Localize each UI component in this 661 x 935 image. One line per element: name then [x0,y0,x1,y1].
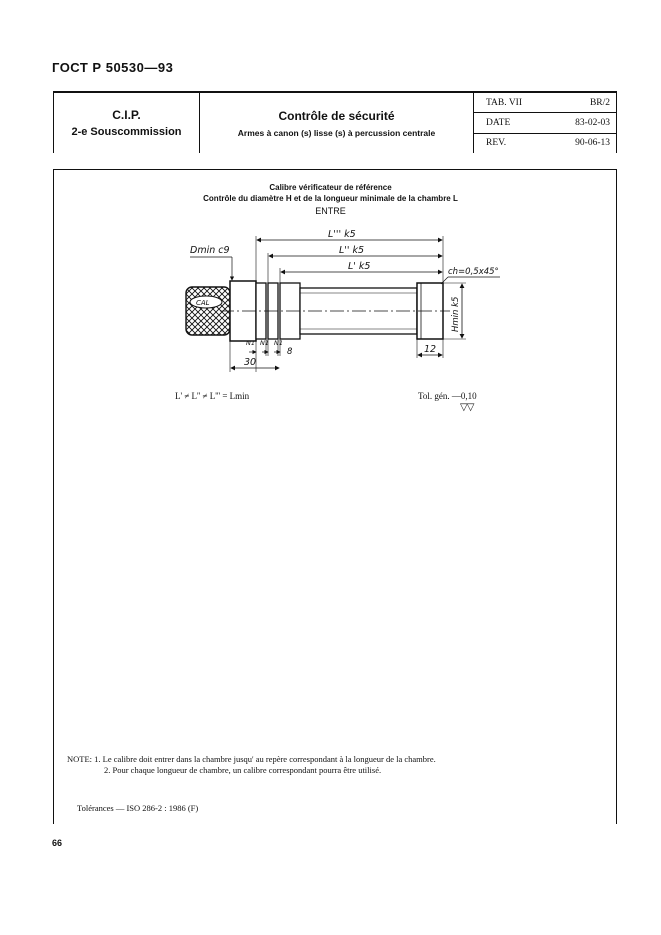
page-number: 66 [52,838,63,848]
sheet-subtitle: Armes à canon (s) lisse (s) à percussion centrale [237,127,436,138]
dim-label-n1-a: N1 [246,339,255,347]
length-formula: L' ≠ L'' ≠ L''' = Lmin [175,391,250,401]
general-tolerance: Tol. gén. —0,10 [418,391,477,401]
drawing-caption-subtitle: Contrôle du diamètre H et de la longueur minimale de la chambre L [203,194,458,203]
metadata-value: 90-06-13 [575,138,610,149]
note-line-1: NOTE: 1. Le calibre doit entrer dans la chambre jusqu' au repère correspondant à la longueur de la chambre. [67,754,436,764]
dim-label-n1-c: N1 [274,339,283,347]
surface-finish-icon: ▽▽ [460,402,474,413]
dim-label-l3: L''' k5 [328,229,356,240]
notes-section [67,754,436,776]
note-line-2: 2. Pour chaque longueur de chambre, un calibre correspondant pourra être utilisé. [104,765,382,775]
sub-commission: 2-e Souscommission [71,126,182,138]
document-header: ГОСТ Р 50530—93 [52,60,174,75]
organization-name: C.I.P. [112,108,141,122]
metadata-value: 83-02-03 [575,117,610,128]
dim-label-chamfer: ch=0,5x45° [448,267,499,277]
cal-label: CAL [196,299,210,307]
dim-label-dmin: Dmin c9 [190,245,230,256]
metadata-label: REV. [486,138,507,149]
tolerances-reference: Tolérances — ISO 286-2 : 1986 (F) [77,803,199,813]
dim-label-12: 12 [424,344,437,355]
dim-label-hmin: Hmin k5 [451,296,461,332]
metadata-value: BR/2 [589,97,610,108]
dim-label-8: 8 [287,347,293,357]
metadata-label: DATE [486,117,511,128]
drawing-caption-entre: ENTRE [315,206,346,216]
metadata-label: TAB. VII [486,97,523,108]
dim-label-30: 30 [244,357,257,368]
dim-label-l2: L'' k5 [339,245,365,256]
dim-label-n1-b: N1 [260,339,269,347]
sheet-title: Contrôle de sécurité [278,108,395,123]
drawing-caption-title: Calibre vérificateur de référence [269,183,392,192]
dim-label-l1: L' k5 [348,261,371,272]
